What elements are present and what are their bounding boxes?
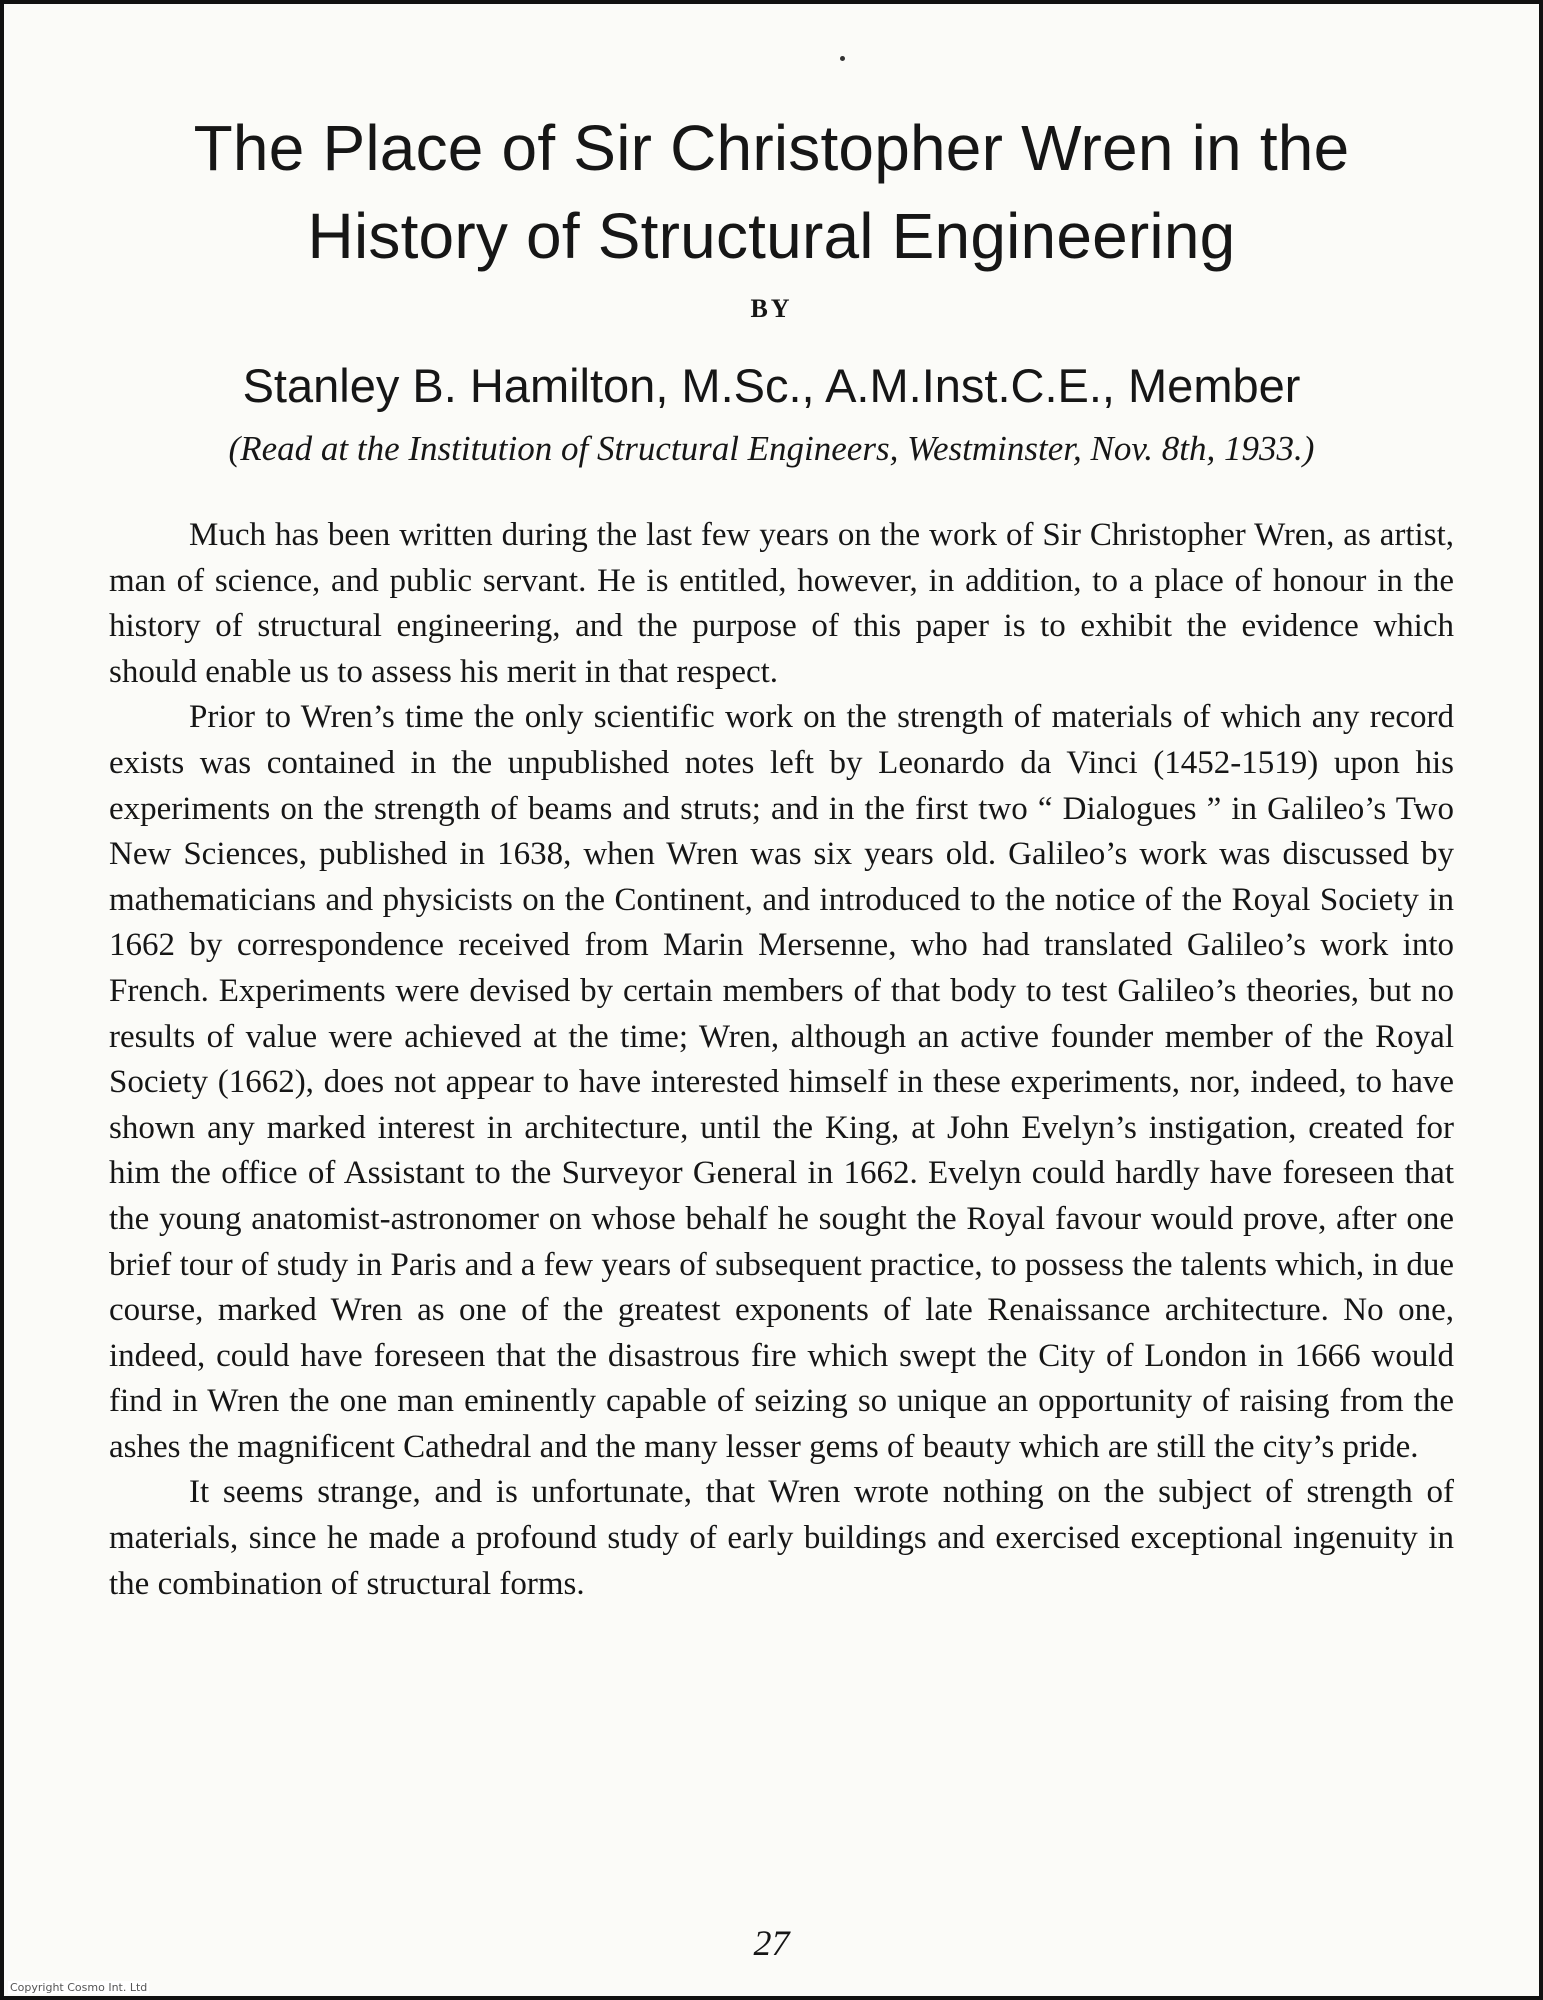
paragraph-2: Prior to Wren’s time the only scientific work on the strength of materials of which any record exists was contained in the unpublished notes left by Leonardo da Vinci (1452-1519) upon his experiments on the strength of beams and struts; and in the first two “ Dialogues ” in Galileo’s Two New Sciences, published in 1638, when Wren was six years old. Galileo’s work was discussed by mathematicians and physicists on the Continent, and introduced to the notice of the Royal Society in 1662 by correspondence received from Marin Mersenne, who had translated Galileo’s work into French. Experiments were devised by certain members of that body to test Galileo’s theories, but no results of value were achieved at the time; Wren, although an active founder member of the Royal Society (1662), does not appear to have interested himself in these experiments, nor, indeed, to have shown any marked interest in architecture, until the King, at John Evelyn’s instigation, created for him the office of Assistant to the Surveyor General in 1662. Evelyn could hardly have foreseen that the young anatomist-astronomer on whose behalf he sought the Royal favour would prove, after one brief tour of study in Paris and a few years of subsequent practice, to possess the talents which, in due course, marked Wren as one of the greatest exponents of late Renaissance architecture. No one, indeed, could have foreseen that the disastrous fire which swept the City of London in 1666 would find in Wren the one man eminently capable of seizing so unique an opportunity of raising from the ashes the magnificent Cathedral and the many lesser gems of beauty which are still the city’s pride. xyxy=(109,699,1454,1465)
page-number: 27 xyxy=(753,1923,790,1963)
title-line-2: History of Structural Engineering xyxy=(307,200,1236,272)
title-line-1: The Place of Sir Christopher Wren in the xyxy=(193,112,1350,184)
by-label: BY xyxy=(750,294,793,323)
paragraph-1: Much has been written during the last few years on the work of Sir Christopher Wren, as artist, man of science, and public servant. He is entitled, however, in addition, to a place of honour in the history of structural engineering, and the purpose of this paper is to exhibit the evidence which should enable us to assess his merit in that respect. xyxy=(109,517,1454,690)
printer-dot xyxy=(840,56,845,61)
author-line: Stanley B. Hamilton, M.Sc., A.M.Inst.C.E., Member xyxy=(242,359,1301,412)
article-title xyxy=(84,104,1459,280)
read-at-note: (Read at the Institution of Structural Engineers, Westminster, Nov. 8th, 1933.) xyxy=(228,429,1315,468)
copyright-notice: Copyright Cosmo Int. Ltd xyxy=(10,1981,148,1994)
article-body xyxy=(109,513,1454,1607)
paragraph-3: It seems strange, and is unfortunate, that Wren wrote nothing on the subject of strength of materials, since he made a profound study of early buildings and exercised exceptional ingenuity in the combination of structural forms. xyxy=(109,1474,1454,1602)
